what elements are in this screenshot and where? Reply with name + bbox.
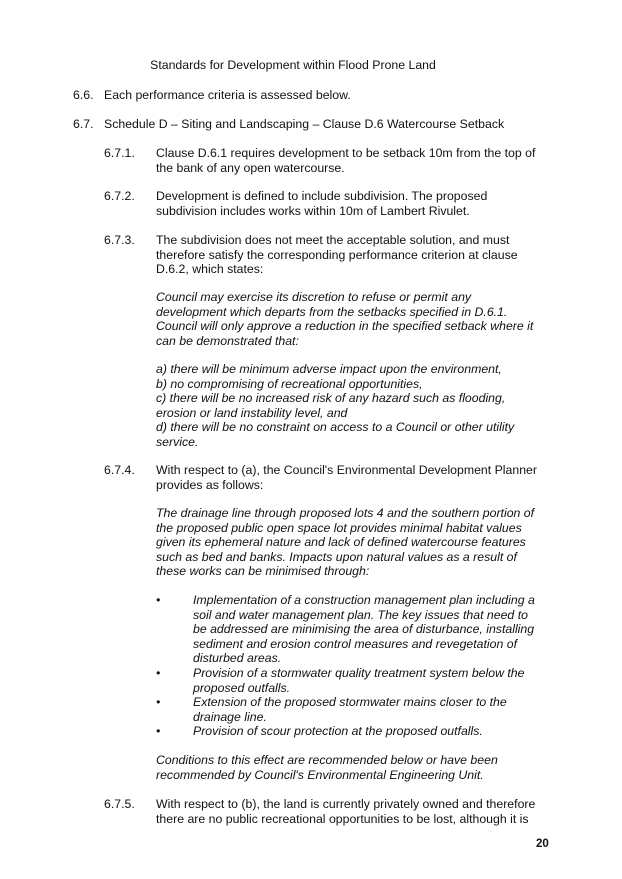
text-line: soil and water management plan. The key issues that need to	[193, 607, 528, 622]
text-line: Council will only approve a reduction in the specified setback where it	[156, 319, 534, 334]
clause-text-6-7-2	[156, 189, 548, 218]
bullet-icon: •	[156, 593, 161, 607]
text-line: provides as follows:	[156, 477, 264, 492]
text-line: given its ephemeral nature and lack of defined watercourse features	[156, 535, 526, 550]
text-line: recommended by Council's Environmental Engineering Unit.	[156, 767, 484, 782]
quote-conditions	[156, 753, 548, 782]
list-item	[156, 724, 548, 739]
clause-text-6-7-5	[156, 797, 548, 826]
bullet-icon: •	[156, 724, 161, 739]
section-heading-6-7: Schedule D – Siting and Landscaping – Clause D.6 Watercourse Setback	[104, 117, 505, 131]
text-line: the bank of any open watercourse.	[156, 160, 345, 175]
text-line: Implementation of a construction management plan including a	[193, 593, 535, 607]
clause-number-6-7-2: 6.7.2.	[104, 189, 135, 203]
text-line: D.6.2, which states:	[156, 262, 264, 277]
quote-criteria-list	[156, 362, 548, 450]
text-line: can be demonstrated that:	[156, 333, 299, 348]
text-line: Development is defined to include subdivision. The proposed	[156, 189, 488, 203]
text-line: subdivision includes works within 10m of Lambert Rivulet.	[156, 203, 470, 218]
text-line: The drainage line through proposed lots 4 and the southern portion of	[156, 506, 535, 520]
mitigation-bullet-list	[156, 593, 548, 739]
text-line: development which departs from the setbacks specified in D.6.1.	[156, 304, 508, 319]
text-line: therefore satisfy the corresponding performance criterion at clause	[156, 247, 518, 262]
text-line: d) there will be no constraint on access to a Council or other utility	[156, 420, 515, 435]
text-line: Council may exercise its discretion to refuse or permit any	[156, 290, 472, 304]
text-line: proposed outfalls.	[193, 680, 291, 695]
text-line: there are no public recreational opportunities to be lost, although it is	[156, 811, 529, 826]
bullet-icon: •	[156, 695, 161, 710]
text-line: disturbed areas.	[193, 651, 282, 666]
text-line: a) there will be minimum adverse impact upon the environment,	[156, 362, 502, 376]
text-line: Provision of scour protection at the proposed outfalls.	[193, 724, 483, 739]
clause-number-6-7-5: 6.7.5.	[104, 797, 135, 811]
text-line: sediment and erosion control measures and revegetation of	[193, 636, 518, 651]
text-line: b) no compromising of recreational opportunities,	[156, 376, 423, 391]
list-item	[156, 593, 548, 666]
text-line: be addressed are minimising the area of disturbance, installing	[193, 622, 535, 637]
clause-number-6-7-4: 6.7.4.	[104, 463, 135, 477]
clause-text-6-7-1	[156, 146, 548, 175]
text-line: service.	[156, 434, 199, 449]
bullet-icon: •	[156, 665, 161, 680]
clause-number-6-7-1: 6.7.1.	[104, 146, 135, 160]
text-line: erosion or land instability level, and	[156, 405, 348, 420]
text-line: these works can be minimised through:	[156, 564, 370, 579]
clause-text-6-7-4	[156, 463, 548, 492]
quote-clause-d-6-2	[156, 290, 548, 348]
text-line: The subdivision does not meet the acceptable solution, and must	[156, 233, 510, 247]
section-number-6-7: 6.7.	[73, 117, 94, 131]
list-item	[156, 666, 548, 695]
section-text-6-6: Each performance criteria is assessed below.	[104, 88, 351, 102]
text-line: Clause D.6.1 requires development to be setback 10m from the top of	[156, 146, 536, 160]
text-line: Conditions to this effect are recommended below or have been	[156, 753, 498, 767]
text-line: such as bed and banks. Impacts upon natural values as a result of	[156, 549, 517, 564]
text-line: drainage line.	[193, 709, 267, 724]
clause-number-6-7-3: 6.7.3.	[104, 233, 135, 247]
text-line: c) there will be no increased risk of any hazard such as flooding,	[156, 391, 506, 406]
page-header: Standards for Development within Flood Prone Land	[150, 58, 436, 72]
list-item	[156, 695, 548, 724]
text-line: Extension of the proposed stormwater mains closer to the	[193, 695, 507, 710]
text-line: With respect to (b), the land is currently privately owned and therefore	[156, 797, 536, 811]
text-line: With respect to (a), the Council's Environmental Development Planner	[156, 463, 537, 477]
page-number: 20	[536, 838, 549, 850]
clause-text-6-7-3	[156, 233, 548, 277]
text-line: Provision of a stormwater quality treatment system below the	[193, 665, 525, 680]
section-number-6-6: 6.6.	[73, 88, 94, 102]
quote-planner-advice	[156, 506, 548, 579]
text-line: the proposed public open space lot provides minimal habitat values	[156, 520, 522, 535]
